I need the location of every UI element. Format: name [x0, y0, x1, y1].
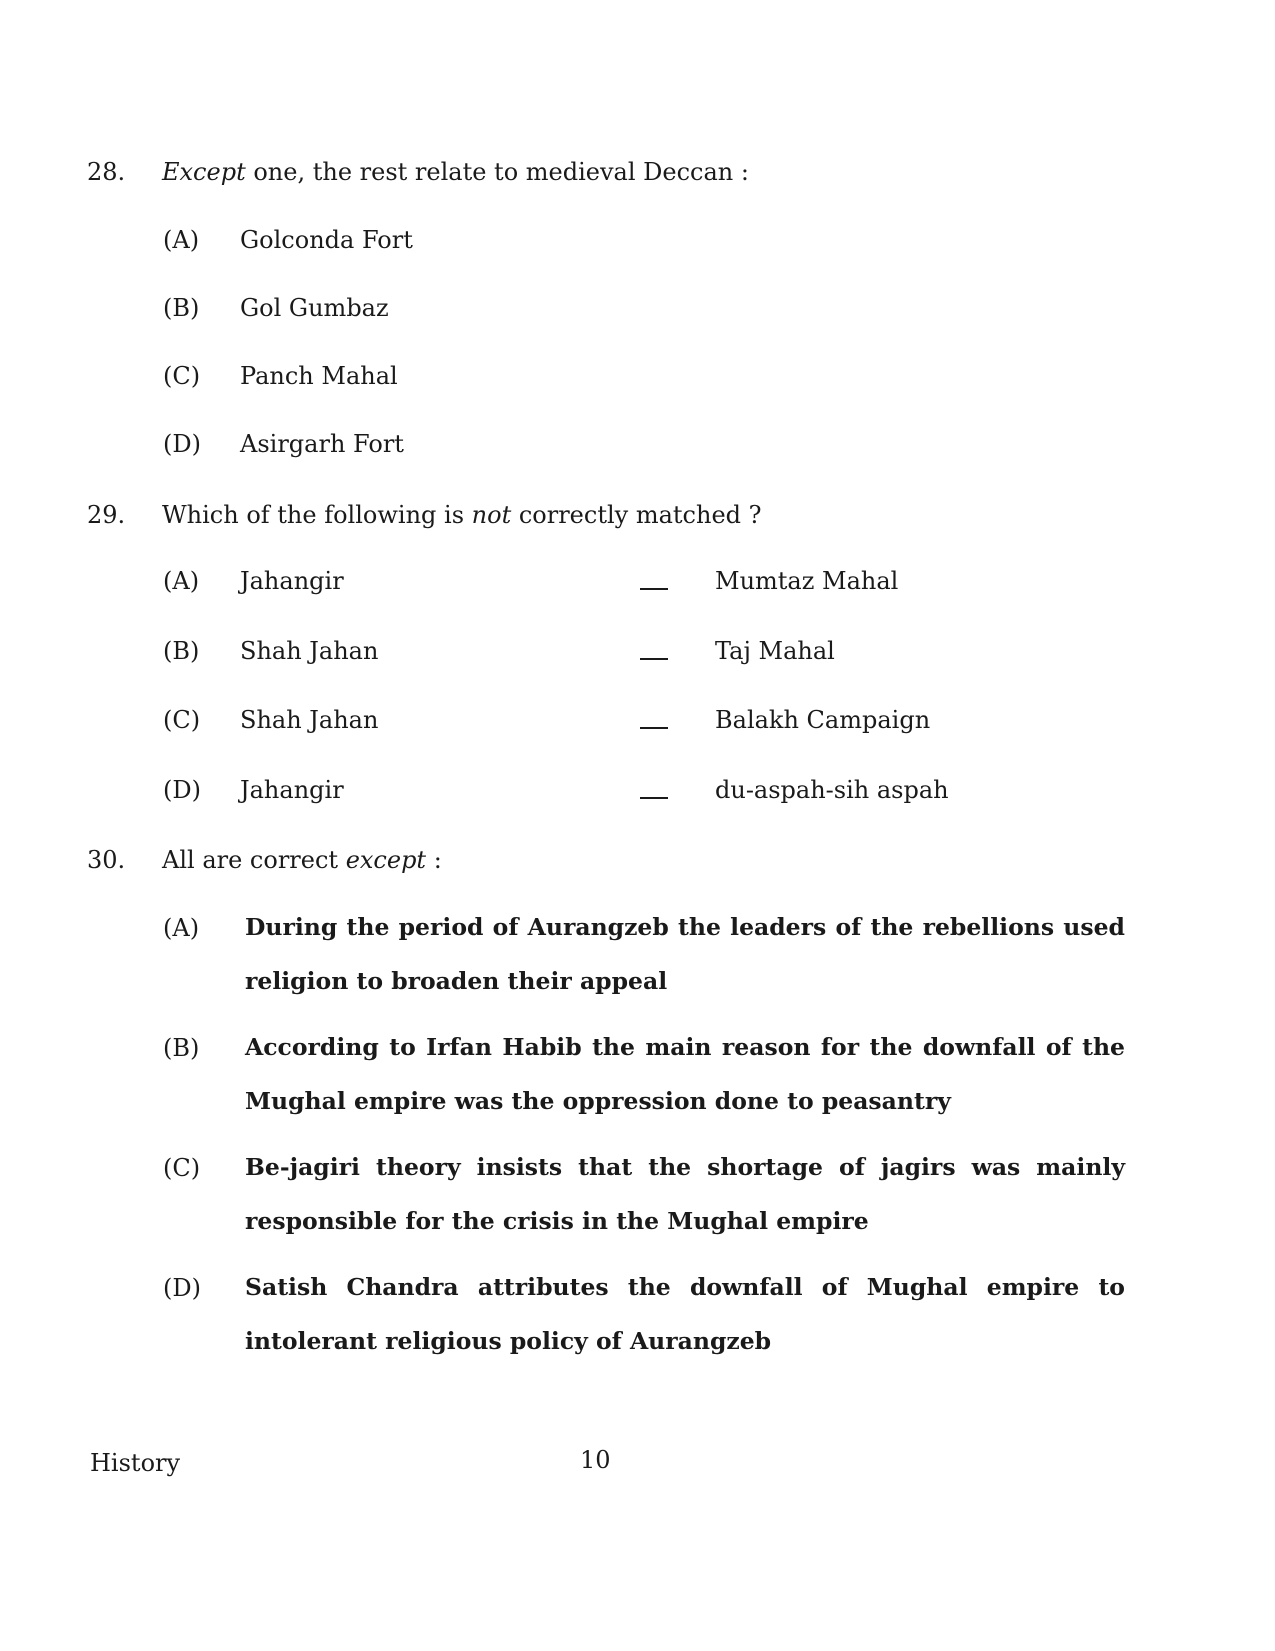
question-28-text: [162, 157, 749, 187]
question-30-number: 30.: [87, 846, 126, 874]
q29-option-d-label: (D): [163, 776, 201, 804]
q28-option-d-label: (D): [163, 430, 201, 458]
question-29-text-pre: Which of the following is: [162, 501, 472, 529]
q29-option-d-left: Jahangir: [240, 776, 344, 804]
q30-option-c-label: (C): [163, 1154, 201, 1182]
q29-option-b-label: (B): [163, 637, 200, 665]
q29-option-c-dash: [640, 727, 668, 729]
q29-option-c-label: (C): [163, 706, 201, 734]
q29-option-b-dash: [640, 658, 668, 660]
question-28-text-rest: one, the rest relate to medieval Deccan :: [245, 158, 749, 186]
q29-option-b-left: Shah Jahan: [240, 637, 379, 665]
q30-option-b-text: According to Irfan Habib the main reason for the downfall of the Mughal empire was the oppression done to peasantry: [245, 1033, 1125, 1115]
question-29-text-post: correctly matched ?: [511, 501, 762, 529]
question-30-text: [162, 845, 442, 875]
q28-option-a-label: (A): [163, 226, 200, 254]
q28-option-c-label: (C): [163, 362, 201, 390]
question-28-number: 28.: [87, 158, 126, 186]
q28-option-d-text: Asirgarh Fort: [240, 430, 404, 458]
question-29-text: [162, 500, 762, 530]
q29-option-a-label: (A): [163, 567, 200, 595]
q29-option-b-right: Taj Mahal: [715, 637, 835, 665]
footer-page-number: 10: [580, 1446, 611, 1474]
question-30-text-pre: All are correct: [162, 846, 346, 874]
q30-option-d-label: (D): [163, 1274, 201, 1302]
q30-option-a-label: (A): [163, 914, 200, 942]
q29-option-d-right: du-aspah-sih aspah: [715, 776, 949, 804]
q28-option-a-text: Golconda Fort: [240, 226, 413, 254]
q29-option-c-right: Balakh Campaign: [715, 706, 931, 734]
q30-option-d-text: Satish Chandra attributes the downfall of Mughal empire to intolerant religious policy of Aurangzeb: [245, 1273, 1125, 1355]
q29-option-a-left: Jahangir: [240, 567, 344, 595]
q28-option-b-label: (B): [163, 294, 200, 322]
q29-option-d-dash: [640, 797, 668, 799]
question-29-number: 29.: [87, 501, 126, 529]
q30-option-b-label: (B): [163, 1034, 200, 1062]
q30-option-c-text: Be-jagiri theory insists that the shortage of jagirs was mainly responsible for the crisis in the Mughal empire: [245, 1153, 1125, 1235]
question-29-emphasis: not: [471, 501, 512, 529]
q29-option-a-right: Mumtaz Mahal: [715, 567, 899, 595]
q30-option-a-text: During the period of Aurangzeb the leaders of the rebellions used religion to broaden their appeal: [245, 913, 1125, 995]
q28-option-b-text: Gol Gumbaz: [240, 294, 389, 322]
q29-option-a-dash: [640, 588, 668, 590]
q28-option-c-text: Panch Mahal: [240, 362, 398, 390]
footer-subject: History: [90, 1449, 181, 1477]
question-30-emphasis: except: [345, 846, 427, 874]
question-30-text-post: :: [426, 846, 442, 874]
q29-option-c-left: Shah Jahan: [240, 706, 379, 734]
question-28-emphasis: Except: [162, 158, 246, 186]
